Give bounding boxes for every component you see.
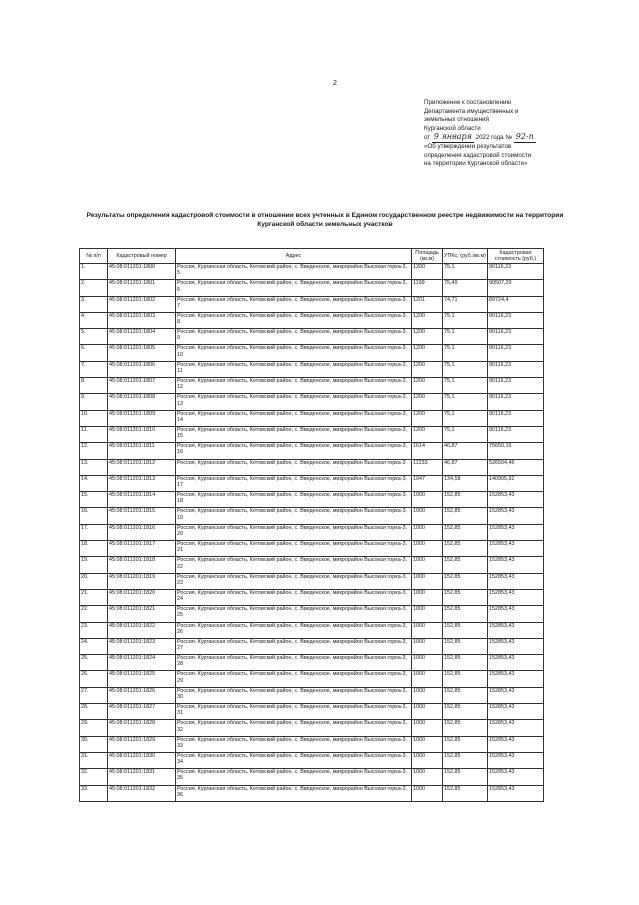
cell-upks: 152,85 [443,736,488,752]
cell-area: 1000 [412,492,443,508]
cell-upks: 152,85 [443,606,488,622]
cell-area: 1614 [412,443,443,459]
cell-address: Россия, Курганская область, Кетовский район, с. Введенское, микрорайон Высокая горка-3, 25 [176,606,412,622]
cell-area: 1000 [412,752,443,768]
cell-cost: 90116,23 [488,410,544,426]
cell-cost: 90116,23 [488,345,544,361]
cell-upks: 152,85 [443,769,488,785]
cell-upks: 152,85 [443,704,488,720]
cell-cost: 152853,43 [488,736,544,752]
cell-cost: 90116,23 [488,312,544,328]
cell-cadastral-number: 45:08:011201:1829 [108,736,176,752]
cell-number: 28. [80,704,108,720]
cell-cost: 152853,43 [488,606,544,622]
cell-upks: 152,85 [443,638,488,654]
cell-address: Россия, Курганская область, Кетовский район, с. Введенское, микрорайон Высокая горка-3, 10 [176,345,412,361]
cell-cadastral-number: 45:08:011201:1814 [108,492,176,508]
cell-address: Россия, Курганская область, Кетовский район, с. Введенское, микрорайон Высокая горка-3, 6 [176,280,412,296]
appendix-line: земельных отношений [424,116,489,124]
header-cost: Кадастровая стоимость (руб.) [488,249,544,264]
appendix-block [424,99,594,169]
table-row [80,606,544,622]
cell-address: Россия, Курганская область, Кетовский район, с. Введенское, микрорайон Высокая горка-3, 13 [176,394,412,410]
cell-upks: 75,1 [443,410,488,426]
cell-upks: 75,1 [443,312,488,328]
cell-number: 32. [80,769,108,785]
cell-upks: 75,1 [443,394,488,410]
cell-cadastral-number: 45:08:011201:1802 [108,296,176,312]
cell-area: 1200 [412,264,443,280]
cell-address: Россия, Курганская область, Кетовский район, с. Введенское, микрорайон Высокая горка-3, 16 [176,443,412,459]
cell-cadastral-number: 45:08:011201:1800 [108,264,176,280]
cell-area: 1201 [412,296,443,312]
cell-address: Россия, Курганская область, Кетовский район, с. Введенское, микрорайон Высокая горка-3, 14 [176,410,412,426]
cell-upks: 152,85 [443,785,488,801]
cell-upks: 152,85 [443,752,488,768]
cell-cost: 90116,23 [488,378,544,394]
cell-area: 1000 [412,508,443,524]
cell-number: 2. [80,280,108,296]
cell-cost: 152853,43 [488,720,544,736]
cell-cadastral-number: 45:08:011201:1823 [108,638,176,654]
table-row [80,524,544,540]
cell-address: Россия, Курганская область, Кетовский район, с. Введенское, микрорайон Высокая горка-3, 17 [176,475,412,491]
cell-cost: 152853,43 [488,541,544,557]
cell-cadastral-number: 45:08:011201:1810 [108,426,176,442]
header-upks: УПКс, (руб./кв.м) [443,249,488,264]
cell-area: 1000 [412,671,443,687]
cell-upks: 152,85 [443,541,488,557]
cell-cadastral-number: 45:08:011201:1809 [108,410,176,426]
cell-address: Россия, Курганская область, Кетовский район, с. Введенское, микрорайон Высокая горка-3, 11 [176,361,412,377]
cell-address: Россия, Курганская область, Кетовский район, с. Введенское, микрорайон Высокая горка-3, 29 [176,671,412,687]
cell-cost: 526504,46 [488,459,544,475]
cell-area: 1000 [412,720,443,736]
cell-upks: 152,85 [443,492,488,508]
cell-cadastral-number: 45:08:011201:1813 [108,475,176,491]
cell-cost: 152853,43 [488,687,544,703]
table-row [80,443,544,459]
header-area: Площадь (кв.м) [412,249,443,264]
cell-number: 14. [80,475,108,491]
cell-cadastral-number: 45:08:011201:1819 [108,573,176,589]
cell-cost: 152853,43 [488,655,544,671]
cell-number: 33. [80,785,108,801]
table-row [80,459,544,475]
table-row [80,361,544,377]
cell-address: Россия, Курганская область, Кетовский район, с. Введенское, микрорайон Высокая горка-3, 21 [176,541,412,557]
cell-number: 15. [80,492,108,508]
cell-number: 16. [80,508,108,524]
cell-area: 1200 [412,378,443,394]
table-row [80,329,544,345]
table-row [80,296,544,312]
cell-address: Россия, Курганская область, Кетовский район, с. Введенское, микрорайон Высокая горка-3, 18 [176,492,412,508]
cell-cadastral-number: 45:08:011201:1830 [108,752,176,768]
header-address: Адрес [176,249,412,264]
cell-address: Россия, Курганская область, Кетовский район, с. Введенское, микрорайон Высокая горка-3 [176,459,412,475]
cell-cadastral-number: 45:08:011201:1818 [108,557,176,573]
cell-number: 7. [80,361,108,377]
cell-cadastral-number: 45:08:011201:1812 [108,459,176,475]
table-row [80,704,544,720]
cell-cost: 90116,23 [488,361,544,377]
table-row [80,508,544,524]
cell-area: 1000 [412,557,443,573]
cell-cost: 152853,43 [488,785,544,801]
cell-area: 1199 [412,280,443,296]
cell-cost: 152853,43 [488,704,544,720]
cell-cost: 140905,92 [488,475,544,491]
cell-cadastral-number: 45:08:011201:1831 [108,769,176,785]
cell-area: 1200 [412,410,443,426]
cell-cost: 75650,16 [488,443,544,459]
cell-number: 23. [80,622,108,638]
cell-area: 1000 [412,541,443,557]
cell-number: 26. [80,671,108,687]
appendix-date-line [424,133,594,143]
cell-number: 22. [80,606,108,622]
table-row [80,426,544,442]
cell-address: Россия, Курганская область, Кетовский район, с. Введенское, микрорайон Высокая горка-3, 30 [176,687,412,703]
cell-upks: 152,85 [443,687,488,703]
table-row [80,492,544,508]
cell-area: 1000 [412,704,443,720]
cell-cadastral-number: 45:08:011201:1815 [108,508,176,524]
handwritten-date: 9 января [433,132,472,142]
cell-number: 25. [80,655,108,671]
cell-area: 1000 [412,606,443,622]
cell-number: 19. [80,557,108,573]
cell-address: Россия, Курганская область, Кетовский район, с. Введенское, микрорайон Высокая горка-3, 19 [176,508,412,524]
cell-upks: 152,85 [443,671,488,687]
cell-cadastral-number: 45:08:011201:1808 [108,394,176,410]
table-row [80,785,544,801]
cell-cost: 152853,43 [488,492,544,508]
table-row [80,589,544,605]
table-row [80,475,544,491]
cell-area: 1000 [412,638,443,654]
cell-cost: 152853,43 [488,524,544,540]
cell-number: 31. [80,752,108,768]
cell-cost: 89724,4 [488,296,544,312]
cell-address: Россия, Курганская область, Кетовский район, с. Введенское, микрорайон Высокая горка-3, 34 [176,752,412,768]
cell-number: 20. [80,573,108,589]
appendix-line: Курганской области [424,124,481,132]
cell-area: 1000 [412,524,443,540]
cell-address: Россия, Курганская область, Кетовский район, с. Введенское, микрорайон Высокая горка-3, 36 [176,785,412,801]
cell-area: 1200 [412,345,443,361]
cell-upks: 152,85 [443,508,488,524]
cell-area: 1047 [412,475,443,491]
cell-number: 18. [80,541,108,557]
appendix-line: Приложение к постановлению [424,99,512,106]
cell-cadastral-number: 45:08:011201:1811 [108,443,176,459]
cell-upks: 134,58 [443,475,488,491]
cell-address: Россия, Курганская область, Кетовский район, с. Введенское, микрорайон Высокая горка-3, 32 [176,720,412,736]
page-number: 2 [333,80,337,87]
cell-upks: 152,85 [443,622,488,638]
table-row [80,410,544,426]
cell-address: Россия, Курганская область, Кетовский район, с. Введенское, микрорайон Высокая горка-3, 26 [176,622,412,638]
cell-cadastral-number: 45:08:011201:1803 [108,312,176,328]
cell-cadastral-number: 45:08:011201:1822 [108,622,176,638]
cell-number: 27. [80,687,108,703]
cell-upks: 152,85 [443,655,488,671]
handwritten-number: 92-п [515,132,534,142]
cell-upks: 75,1 [443,361,488,377]
cell-cadastral-number: 45:08:011201:1817 [108,541,176,557]
cell-number: 9. [80,394,108,410]
cell-cadastral-number: 45:08:011201:1820 [108,589,176,605]
cell-area: 1000 [412,736,443,752]
cell-upks: 75,1 [443,345,488,361]
table-row [80,687,544,703]
cell-cost: 152853,43 [488,573,544,589]
cell-upks: 152,85 [443,589,488,605]
table-row [80,622,544,638]
cell-number: 11. [80,426,108,442]
cell-cadastral-number: 45:08:011201:1825 [108,671,176,687]
cell-address: Россия, Курганская область, Кетовский район, с. Введенское, микрорайон Высокая горка-3, 28 [176,655,412,671]
cell-upks: 152,85 [443,720,488,736]
table-row [80,394,544,410]
table-header-row [80,249,544,264]
cell-area: 1200 [412,394,443,410]
cell-area: 1000 [412,785,443,801]
cell-cost: 90116,23 [488,394,544,410]
table-row [80,541,544,557]
cell-cost: 152853,43 [488,752,544,768]
cell-number: 12. [80,443,108,459]
cell-cost: 90116,23 [488,264,544,280]
cell-cost: 90116,23 [488,426,544,442]
table-row [80,557,544,573]
cell-cadastral-number: 45:08:011201:1816 [108,524,176,540]
cell-upks: 75,1 [443,329,488,345]
table-row [80,573,544,589]
cell-area: 1000 [412,589,443,605]
cell-number: 10. [80,410,108,426]
appendix-subject-line: на территории Курганской области» [424,160,528,168]
cell-cost: 90507,29 [488,280,544,296]
cell-address: Россия, Курганская область, Кетовский район, с. Введенское, микрорайон Высокая горка-3, 35 [176,769,412,785]
table-row [80,752,544,768]
table-row [80,312,544,328]
cell-address: Россия, Курганская область, Кетовский район, с. Введенское, микрорайон Высокая горка-3, 5 [176,264,412,280]
cell-address: Россия, Курганская область, Кетовский район, с. Введенское, микрорайон Высокая горка-3, 12 [176,378,412,394]
header-cadastral-number: Кадастровый номер [108,249,176,264]
cell-address: Россия, Курганская область, Кетовский район, с. Введенское, микрорайон Высокая горка-3, 27 [176,638,412,654]
cell-area: 11233 [412,459,443,475]
cell-upks: 152,85 [443,524,488,540]
table-row [80,264,544,280]
cell-area: 1000 [412,573,443,589]
cell-cadastral-number: 45:08:011201:1806 [108,361,176,377]
cell-number: 6. [80,345,108,361]
table-row [80,345,544,361]
cell-cost: 152853,43 [488,671,544,687]
cell-cost: 152853,43 [488,508,544,524]
cell-cadastral-number: 45:08:011201:1828 [108,720,176,736]
cell-cadastral-number: 45:08:011201:1821 [108,606,176,622]
cell-cadastral-number: 45:08:011201:1805 [108,345,176,361]
cell-address: Россия, Курганская область, Кетовский район, с. Введенское, микрорайон Высокая горка-3, 8 [176,312,412,328]
cell-address: Россия, Курганская область, Кетовский район, с. Введенское, микрорайон Высокая горка-3, 20 [176,524,412,540]
cell-number: 24. [80,638,108,654]
table-row [80,655,544,671]
cell-number: 13. [80,459,108,475]
cell-area: 1000 [412,769,443,785]
cell-number: 17. [80,524,108,540]
cell-cost: 90116,23 [488,329,544,345]
cell-area: 1000 [412,622,443,638]
cell-area: 1200 [412,312,443,328]
cell-cost: 152853,43 [488,557,544,573]
header-number: № п/п [80,249,108,264]
cell-number: 5. [80,329,108,345]
cell-upks: 75,1 [443,378,488,394]
date-prefix: от [424,134,431,142]
table-row [80,769,544,785]
cell-cadastral-number: 45:08:011201:1832 [108,785,176,801]
cell-number: 3. [80,296,108,312]
cell-number: 29. [80,720,108,736]
cell-cadastral-number: 45:08:011201:1807 [108,378,176,394]
cell-upks: 75,49 [443,280,488,296]
cell-area: 1200 [412,329,443,345]
cell-cost: 152853,43 [488,589,544,605]
table-row [80,638,544,654]
cell-cadastral-number: 45:08:011201:1826 [108,687,176,703]
cell-cadastral-number: 45:08:011201:1804 [108,329,176,345]
cell-cost: 152853,43 [488,769,544,785]
appendix-subject-line: «Об утверждении результатов [424,142,512,150]
cell-upks: 46,87 [443,459,488,475]
cell-address: Россия, Курганская область, Кетовский район, с. Введенское, микрорайон Высокая горка-3, 7 [176,296,412,312]
cell-address: Россия, Курганская область, Кетовский район, с. Введенское, микрорайон Высокая горка-3, 23 [176,573,412,589]
cell-upks: 152,85 [443,573,488,589]
cell-upks: 152,85 [443,557,488,573]
cell-number: 21. [80,589,108,605]
appendix-line: Департамента имущественных и [424,107,519,115]
cell-cost: 152853,43 [488,638,544,654]
cell-upks: 75,1 [443,264,488,280]
cell-upks: 74,71 [443,296,488,312]
table-row [80,378,544,394]
cell-address: Россия, Курганская область, Кетовский район, с. Введенское, микрорайон Высокая горка-3, 31 [176,704,412,720]
appendix-subject-line: определения кадастровой стоимости [424,151,532,159]
table-row [80,720,544,736]
table-row [80,280,544,296]
table-row [80,736,544,752]
cell-cadastral-number: 45:08:011201:1824 [108,655,176,671]
cell-number: 8. [80,378,108,394]
cell-address: Россия, Курганская область, Кетовский район, с. Введенское, микрорайон Высокая горка-3, 24 [176,589,412,605]
cell-number: 30. [80,736,108,752]
cell-upks: 46,87 [443,443,488,459]
cell-area: 1200 [412,426,443,442]
cell-upks: 75,1 [443,426,488,442]
date-suffix: 2022 года № [475,134,512,142]
cell-cadastral-number: 45:08:011201:1801 [108,280,176,296]
cell-cost: 152853,43 [488,622,544,638]
cell-area: 1200 [412,361,443,377]
cell-address: Россия, Курганская область, Кетовский район, с. Введенское, микрорайон Высокая горка-3, 15 [176,426,412,442]
cell-number: 4. [80,312,108,328]
table-row [80,671,544,687]
cell-cadastral-number: 45:08:011201:1827 [108,704,176,720]
cell-number: 1. [80,264,108,280]
cadastral-table [79,248,544,802]
cell-address: Россия, Курганская область, Кетовский район, с. Введенское, микрорайон Высокая горка-3, 33 [176,736,412,752]
cell-address: Россия, Курганская область, Кетовский район, с. Введенское, микрорайон Высокая горка-3, 9 [176,329,412,345]
cell-area: 1000 [412,655,443,671]
cell-area: 1000 [412,687,443,703]
document-title: Результаты определения кадастровой стоимости в отношении всех учтенных в Едином государственном реестре недвижимости на территории Курганской области земельных участков [86,212,564,228]
cell-address: Россия, Курганская область, Кетовский район, с. Введенское, микрорайон Высокая горка-3, 22 [176,557,412,573]
